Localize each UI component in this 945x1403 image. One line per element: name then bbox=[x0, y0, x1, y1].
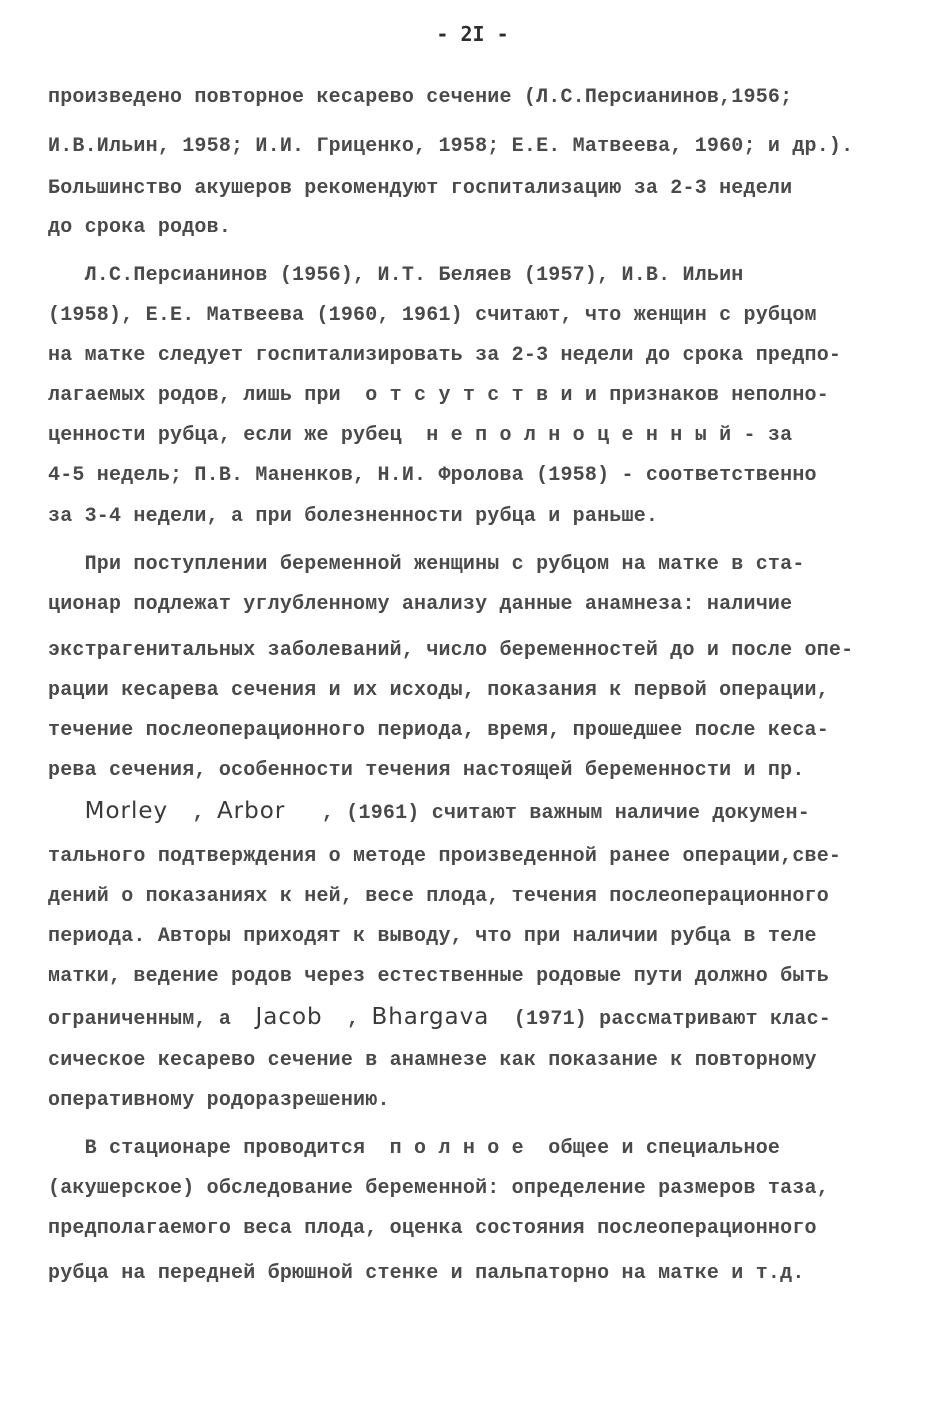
text-line: Большинство акушеров рекомендуют госпитализацию за 2-3 недели bbox=[48, 177, 793, 200]
text-line: произведено повторное кесарево сечение (Л.С.Персианинов,1956; bbox=[48, 86, 793, 109]
text-line: течение послеоперационного периода, время, прошедшее после кеса- bbox=[48, 719, 829, 742]
handwritten-name: Bhargava bbox=[371, 1004, 490, 1030]
handwritten-name: Jacob bbox=[255, 1004, 323, 1030]
text-line: И.В.Ильин, 1958; И.И. Гриценко, 1958; Е.Е. Матвеева, 1960; и др.). bbox=[48, 135, 854, 158]
text-line: (акушерское) обследование беременной: определение размеров таза, bbox=[48, 1177, 829, 1200]
handwritten-name: Arbor bbox=[216, 798, 286, 824]
text-line: на матке следует госпитализировать за 2-3 недели до срока предпо- bbox=[48, 344, 842, 367]
text-line: (1958), Е.Е. Матвеева (1960, 1961) считают, что женщин с рубцом bbox=[48, 304, 817, 327]
text-line: тального подтверждения о методе произведенной ранее операции,све- bbox=[48, 845, 842, 868]
text-line: оперативному родоразрешению. bbox=[48, 1089, 390, 1112]
text-line: 4-5 недель; П.В. Маненков, Н.И. Фролова (1958) - соответственно bbox=[48, 464, 817, 487]
text-line: рации кесарева сечения и их исходы, показания к первой операции, bbox=[48, 679, 829, 702]
text-line: сическое кесарево сечение в анамнезе как показание к повторному bbox=[48, 1049, 817, 1072]
text-line: матки, ведение родов через естественные родовые пути должно быть bbox=[48, 965, 829, 988]
text-line: При поступлении беременной женщины с рубцом на матке в ста- bbox=[48, 553, 805, 576]
handwritten-name: Morley bbox=[84, 798, 169, 824]
text-line: рубца на передней брюшной стенке и пальпаторно на матке и т.д. bbox=[48, 1262, 805, 1285]
text-line: лагаемых родов, лишь при о т с у т с т в и и признаков неполно- bbox=[48, 384, 829, 407]
text-line: Morley , Arbor , (1961) считают важным наличие докумен- bbox=[84, 798, 810, 825]
text-line: рева сечения, особенности течения настоящей беременности и пр. bbox=[48, 759, 805, 782]
text-line: ционар подлежат углубленному анализу данные анамнеза: наличие bbox=[48, 593, 793, 616]
page-number: - 2I - bbox=[436, 22, 509, 46]
text-line: дений о показаниях к ней, весе плода, течения послеоперационного bbox=[48, 885, 829, 908]
text-line: Л.С.Персианинов (1956), И.Т. Беляев (1957), И.В. Ильин bbox=[48, 264, 744, 287]
text-line: экстрагенитальных заболеваний, число беременностей до и после опе- bbox=[48, 639, 854, 662]
text-line: за 3-4 недели, а при болезненности рубца и раньше. bbox=[48, 505, 659, 528]
text-line: периода. Авторы приходят к выводу, что при наличии рубца в теле bbox=[48, 925, 817, 948]
text-line: предполагаемого веса плода, оценка состояния послеоперационного bbox=[48, 1217, 817, 1240]
text-line: ценности рубца, если же рубец н е п о л н о ц е н н ы й - за bbox=[48, 424, 793, 447]
text-line: В стационаре проводится п о л н о е общее и специальное bbox=[48, 1137, 781, 1160]
text-line: до срока родов. bbox=[48, 216, 232, 239]
text-line: ограниченным, а Jacob , Bhargava (1971) рассматривают клас- bbox=[48, 1004, 832, 1031]
